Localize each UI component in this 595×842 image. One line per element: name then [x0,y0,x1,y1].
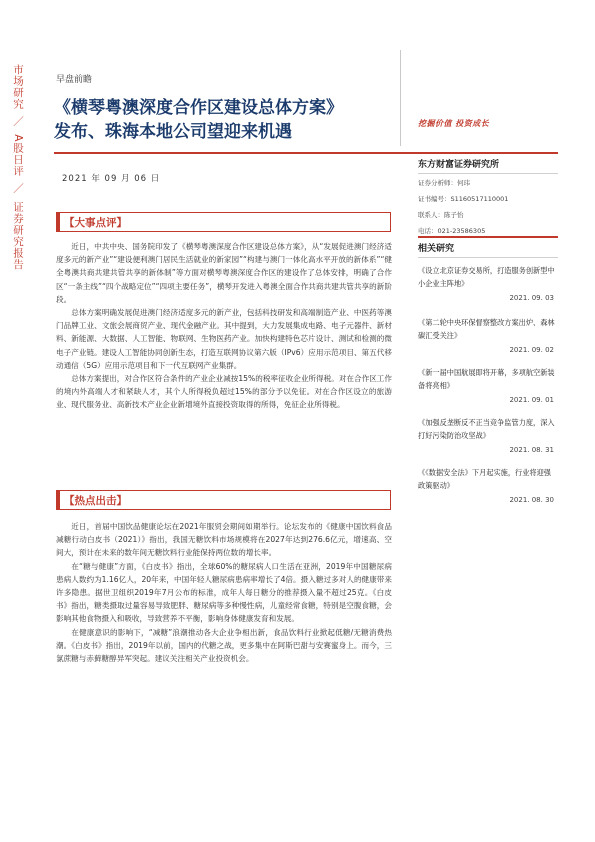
report-date: 2021 年 09 月 06 日 [62,174,161,184]
analyst-name: 何玮 [457,179,470,187]
contact-line [418,210,464,219]
section-header-hot [56,490,391,510]
left-sidebar [0,0,36,842]
sidebar-part-daily: A股日评 [12,134,24,177]
related-item[interactable]: 《加强反垄断反不正当竞争监管力度，深入打好污染防治攻坚战》 [418,418,555,440]
phone-line [418,226,485,235]
related-date: 2021. 09. 03 [509,294,554,302]
slogan: 挖掘价值 投资成长 [418,119,490,128]
contact-name: 陈子怡 [444,211,464,219]
bracket-close: 】 [116,495,127,507]
sidebar-part-market: 市场研究 [12,64,24,110]
page-title [54,96,394,144]
news-paragraph-2: 总体方案明确发展促进澳门经济适度多元的新产业，包括科技研发和高端制造产业、中医药等澳门品牌工业、文旅会展商贸产业、现代金融产业。其中提到，大力发展集成电路、电子元器件、新材料、新能源、大数据、人工智能、物联网、生物医药产业。加快构建特色芯片设计、测试和检测的微电子产业链。建设人工智能协同创新生态，打造互联网协议第六版（IPv6）应用示范项目、第五代移动通信（5G）应用示范项目和下一代互联网产业集群。 [56,308,392,370]
sidebar-separator: ／ [12,116,24,128]
related-date: 2021. 09. 01 [509,396,554,404]
institute-underline [418,173,558,174]
sidebar-strip [4,64,32,324]
sidebar-part-report: 证券研究报告 [12,201,24,271]
bracket-open: 【 [64,217,75,229]
title-line-1: 《横琴粤澳深度合作区建设总体方案》 [54,98,343,118]
hot-paragraph-2: 在“糖与健康”方面，《白皮书》指出，全球60%的糖尿病人口生活在亚洲，2019年中国糖尿病患病人数约为1.16亿人，20年来，中国年轻人糖尿病患病率增长了4倍。摄入糖过多对人的健康带来许多隐患。据世卫组织2019年7月公布的标准，成年人每日糖分的推荐摄入量不超过25克。《白皮书》指出，糖类摄取过量容易导致肥胖、糖尿病等多种慢性病，儿童经常食糖，特别是空腹食糖，会影响其他食物摄入和吸收，导致营养不平衡，影响身体健康发育和发展。 [56,561,392,624]
header-divider [400,50,401,146]
contact-label: 联系人： [418,211,444,219]
news-body [56,240,392,412]
title-line-2: 发布、珠海本地公司望迎来机遇 [54,122,292,142]
cert-line [418,194,508,203]
sidebar-separator: ／ [12,183,24,195]
related-item[interactable]: 《设立北京证券交易所，打造服务创新型中小企业主阵地》 [418,266,555,288]
hot-paragraph-1: 近日，首届中国饮品健康论坛在2021年服贸会期间如期举行。论坛发布的《健康中国饮料食品减糖行动白皮书（2021）》指出，我国无糖饮料市场规模将在2027年达到276.6亿元，增速高、空间大，预计在未来的数年间无糖饮料行业能保持两位数的增长率。 [56,522,392,558]
institute-name: 东方财富证券研究所 [418,152,558,174]
related-item[interactable]: 《《数据安全法》下月起实施，行业将迎强政策驱动》 [418,468,551,490]
related-date: 2021. 09. 02 [509,346,554,354]
cert-label: 证书编号： [418,195,451,203]
cert-number: S1160517110001 [450,195,509,203]
bracket-close: 】 [116,217,127,229]
section-header-news [56,212,391,232]
related-underline [418,257,558,258]
hot-body [56,520,392,665]
related-item[interactable]: 《新一届中国航展即将开幕，多项航空新装备将亮相》 [418,368,555,390]
bracket-open: 【 [64,495,75,507]
related-date: 2021. 08. 31 [509,446,554,454]
related-item[interactable]: 《第二轮中央环保督察整改方案出炉、森林碳汇受关注》 [418,318,555,340]
section-title-news: 大事点评 [74,217,117,229]
related-research-title: 相关研究 [418,236,558,258]
phone-number: 021-23586305 [437,227,486,235]
analyst-label: 证券分析师： [418,179,457,187]
hot-paragraph-3: 在健康意识的影响下，“减糖”浪潮推动各大企业争相出新，食品饮料行业掀起低糖/无糖消费热潮。《白皮书》指出，2019年以前，国内的代糖之战，更多集中在阿斯巴甜与安赛蜜身上。而今，三氯蔗糖与赤藓糖醇异军突起。建议关注相关产业投资机会。 [56,627,392,664]
sidebar-label [5,64,31,270]
news-paragraph-1: 近日，中共中央、国务院印发了《横琴粤澳深度合作区建设总体方案》，从“发展促进澳门经济适度多元的新产业”“建设便利澳门居民生活就业的新家园”“构建与澳门一体化高水平开放的新体系”“健全粤澳共商共建共管共享的新体制”等方面对横琴粤澳深度合作区的建设作了总体安排，明确了合作区“一条主线”“四个战略定位”“四项主要任务”，横琴开发进入粤澳全面合作共商共建共管共享的新阶段。 [56,242,392,304]
phone-label: 电话： [418,227,438,235]
analyst-line [418,178,470,187]
section-title-hot: 热点出击 [74,495,117,507]
related-date: 2021. 08. 30 [509,496,554,504]
news-paragraph-3: 总体方案提出，对合作区符合条件的产业企业减按15%的税率征收企业所得税。对在合作区工作的境内外高端人才和紧缺人才，其个人所得税负超过15%的部分予以免征。对在合作区设立的旅游业、现代服务业、高新技术产业企业新增境外直接投资取得的所得，免征企业所得税。 [56,374,392,410]
report-category: 早盘前瞻 [56,75,93,85]
